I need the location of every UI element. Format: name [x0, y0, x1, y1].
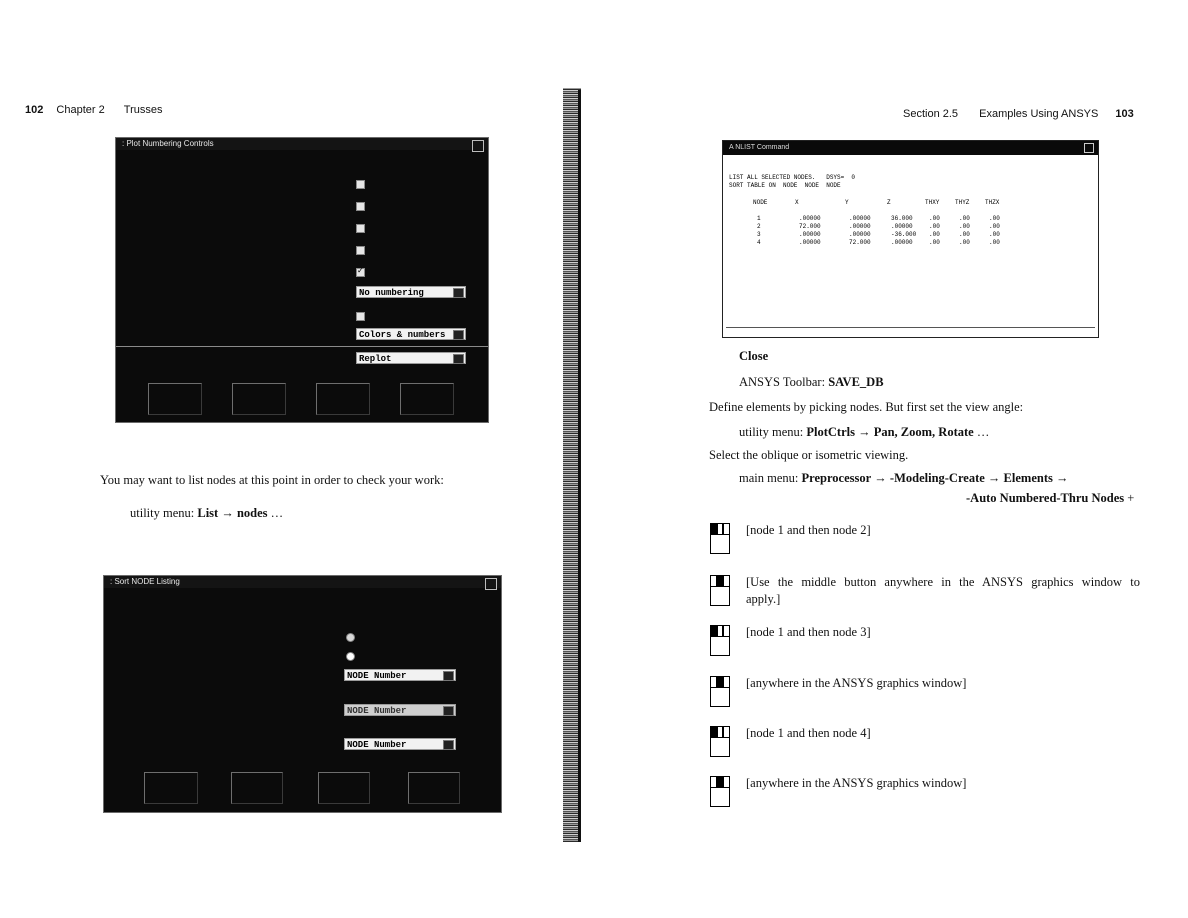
cancel-button[interactable] [316, 383, 370, 415]
nlist-cell: .00000 [799, 215, 821, 222]
window-control-icon[interactable] [1084, 143, 1094, 153]
main-elements: Elements [1003, 471, 1053, 485]
nlist-cell: .00 [989, 231, 1000, 238]
nlist-cell: 36.000 [891, 215, 913, 222]
nlist-cell: .00 [989, 223, 1000, 230]
main-modeling-create: -Modeling-Create [889, 471, 985, 485]
step-text: [node 1 and then node 3] [746, 625, 871, 639]
nlist-header-cell: Z [887, 199, 891, 206]
main-auto-numbered: -Auto Numbered-Thru Nodes [966, 491, 1125, 505]
cancel-button[interactable] [318, 772, 370, 804]
nlist-cell: 72.000 [799, 223, 821, 230]
mouse-middle-button-icon [710, 676, 730, 707]
step-text: [anywhere in the ANSYS graphics window] [746, 676, 967, 690]
util2-arrow: → [858, 425, 871, 439]
sort-secondary-value: NODE Number [347, 706, 407, 716]
ok-button[interactable] [148, 383, 202, 415]
toolbar-cmd: SAVE_DB [828, 375, 884, 389]
left-utility-menu-line [130, 506, 283, 521]
chapter-title: Trusses [123, 104, 163, 116]
sort-node-dialog [103, 575, 502, 813]
nlist-cell: .00000 [849, 223, 871, 230]
nlist-cell: .00 [929, 239, 940, 246]
mouse-left-button-icon [710, 625, 730, 656]
utility-prefix: utility menu: [130, 506, 195, 520]
define-elements-text: Define elements by picking nodes. But first set the view angle: [709, 400, 1024, 414]
main-arrow-2: → [987, 471, 1001, 485]
right-page-header [903, 108, 1134, 120]
nlist-bottom-border [726, 327, 1095, 328]
step-text: [Use the middle button anywhere in the ANSYS graphics window to [746, 575, 1140, 589]
utility-ellipsis: … [270, 506, 284, 520]
nlist-cell: .00000 [849, 215, 871, 222]
toolbar-line [739, 375, 884, 390]
mouse-left-button-icon [710, 726, 730, 757]
utility-list: List [197, 506, 219, 520]
dropdown-arrow-icon [443, 706, 454, 716]
section-title: Examples Using ANSYS [979, 108, 1099, 120]
sort-node-title: : Sort NODE Listing [104, 576, 501, 588]
nlist-title: A NLIST Command [723, 141, 1098, 155]
toolbar-prefix: ANSYS Toolbar: [739, 375, 826, 389]
show-numbers-checkbox[interactable] [356, 312, 365, 321]
ok-button[interactable] [144, 772, 198, 804]
area-numbers-checkbox[interactable] [356, 268, 365, 277]
utility-nodes: nodes [236, 506, 268, 520]
maximize-icon[interactable] [472, 140, 484, 152]
nlist-cell: .00 [959, 231, 970, 238]
nlist-cell: .00 [989, 239, 1000, 246]
help-button[interactable] [408, 772, 460, 804]
nlist-cell: .00 [929, 231, 940, 238]
line-numbers-checkbox[interactable] [356, 246, 365, 255]
step-text-continued: apply.] [746, 592, 781, 606]
nlist-line-1: LIST ALL SELECTED NODES. DSYS= 0 [729, 174, 856, 181]
replot-dropdown[interactable] [356, 352, 466, 364]
nlist-cell: .00000 [799, 239, 821, 246]
help-button[interactable] [400, 383, 454, 415]
close-button-label [739, 349, 768, 364]
color-mode-value: Colors & numbers [359, 330, 446, 340]
nlist-cell: .00 [989, 215, 1000, 222]
dropdown-arrow-icon [443, 671, 454, 681]
nlist-cell: .00 [959, 239, 970, 246]
sort-tertiary-value: NODE Number [347, 740, 407, 750]
nlist-header-cell: THZX [985, 199, 1000, 206]
mouse-middle-button-icon [710, 575, 730, 606]
node-numbers-checkbox[interactable] [356, 180, 365, 189]
plot-numbering-title: : Plot Numbering Controls [116, 138, 488, 150]
utility-menu-line-2 [739, 425, 989, 440]
nlist-cell: .00 [959, 215, 970, 222]
nlist-cell: 72.000 [849, 239, 871, 246]
nlist-line-2: SORT TABLE ON NODE NODE NODE [729, 182, 841, 189]
nlist-table [723, 199, 1098, 259]
main-preprocessor: Preprocessor [801, 471, 872, 485]
nlist-cell: .00000 [891, 239, 913, 246]
nlist-cell: .00 [929, 223, 940, 230]
dropdown-arrow-icon [453, 288, 464, 298]
sort-primary-dropdown[interactable] [344, 669, 456, 681]
mouse-left-button-icon [710, 523, 730, 554]
mouse-middle-button-icon [710, 776, 730, 807]
nlist-header-cell: THYZ [955, 199, 970, 206]
nlist-header-cell: NODE [753, 199, 768, 206]
main-plus: + [1127, 491, 1135, 505]
utility-arrow: → [221, 506, 234, 520]
numbering-dropdown[interactable] [356, 286, 466, 298]
dropdown-arrow-icon [453, 354, 464, 364]
nlist-cell: .00000 [891, 223, 913, 230]
sort-tertiary-dropdown[interactable] [344, 738, 456, 750]
chapter-label: Chapter 2 [56, 104, 105, 116]
nlist-cell: .00 [959, 223, 970, 230]
keypoint-numbers-checkbox[interactable] [356, 224, 365, 233]
numbering-dropdown-value: No numbering [359, 288, 424, 298]
apply-button[interactable] [232, 383, 286, 415]
nlist-header-cell: X [795, 199, 799, 206]
replot-value: Replot [359, 354, 392, 364]
apply-button[interactable] [231, 772, 283, 804]
util2-prefix: utility menu: [739, 425, 804, 439]
main-arrow-3: → [1055, 471, 1069, 485]
main-menu-line [739, 471, 1068, 486]
dialog-separator [116, 346, 488, 347]
sort-custom-radio[interactable] [346, 652, 355, 661]
step-text: [node 1 and then node 2] [746, 523, 871, 537]
left-page-header [25, 104, 163, 116]
plot-numbering-dialog [115, 137, 489, 423]
left-page-number: 102 [25, 104, 44, 116]
right-page-number: 103 [1115, 108, 1134, 120]
util2-pan-zoom: Pan, Zoom, Rotate [873, 425, 974, 439]
sort-primary-value: NODE Number [347, 671, 407, 681]
nlist-cell: 3 [757, 231, 761, 238]
util2-ellipsis: … [976, 425, 990, 439]
list-nodes-paragraph: You may want to list nodes at this point in order to check your work: [100, 473, 444, 487]
nlist-header-cell: Y [845, 199, 849, 206]
main-prefix: main menu: [739, 471, 799, 485]
nlist-cell: 1 [757, 215, 761, 222]
oblique-text: Select the oblique or isometric viewing. [709, 448, 909, 462]
nlist-cell: 4 [757, 239, 761, 246]
nlist-cell: .00000 [849, 231, 871, 238]
close-label: Close [739, 349, 769, 363]
step-text: [anywhere in the ANSYS graphics window] [746, 776, 967, 790]
section-label: Section 2.5 [903, 108, 959, 120]
element-numbers-checkbox[interactable] [356, 202, 365, 211]
nlist-header-cell: THXY [925, 199, 940, 206]
sort-default-radio[interactable] [346, 633, 355, 642]
dropdown-arrow-icon [453, 330, 464, 340]
maximize-icon[interactable] [485, 578, 497, 590]
util2-plotctrls: PlotCtrls [806, 425, 855, 439]
color-mode-dropdown[interactable] [356, 328, 466, 340]
binding-edge [578, 90, 581, 842]
nlist-cell: -36.000 [891, 231, 917, 238]
nlist-window [722, 140, 1099, 338]
nlist-cell: 2 [757, 223, 761, 230]
dropdown-arrow-icon [443, 740, 454, 750]
main-menu-line-2 [966, 491, 1134, 506]
nlist-cell: .00000 [799, 231, 821, 238]
main-arrow-1: → [874, 471, 887, 485]
step-text: [node 1 and then node 4] [746, 726, 871, 740]
sort-secondary-dropdown[interactable] [344, 704, 456, 716]
nlist-cell: .00 [929, 215, 940, 222]
